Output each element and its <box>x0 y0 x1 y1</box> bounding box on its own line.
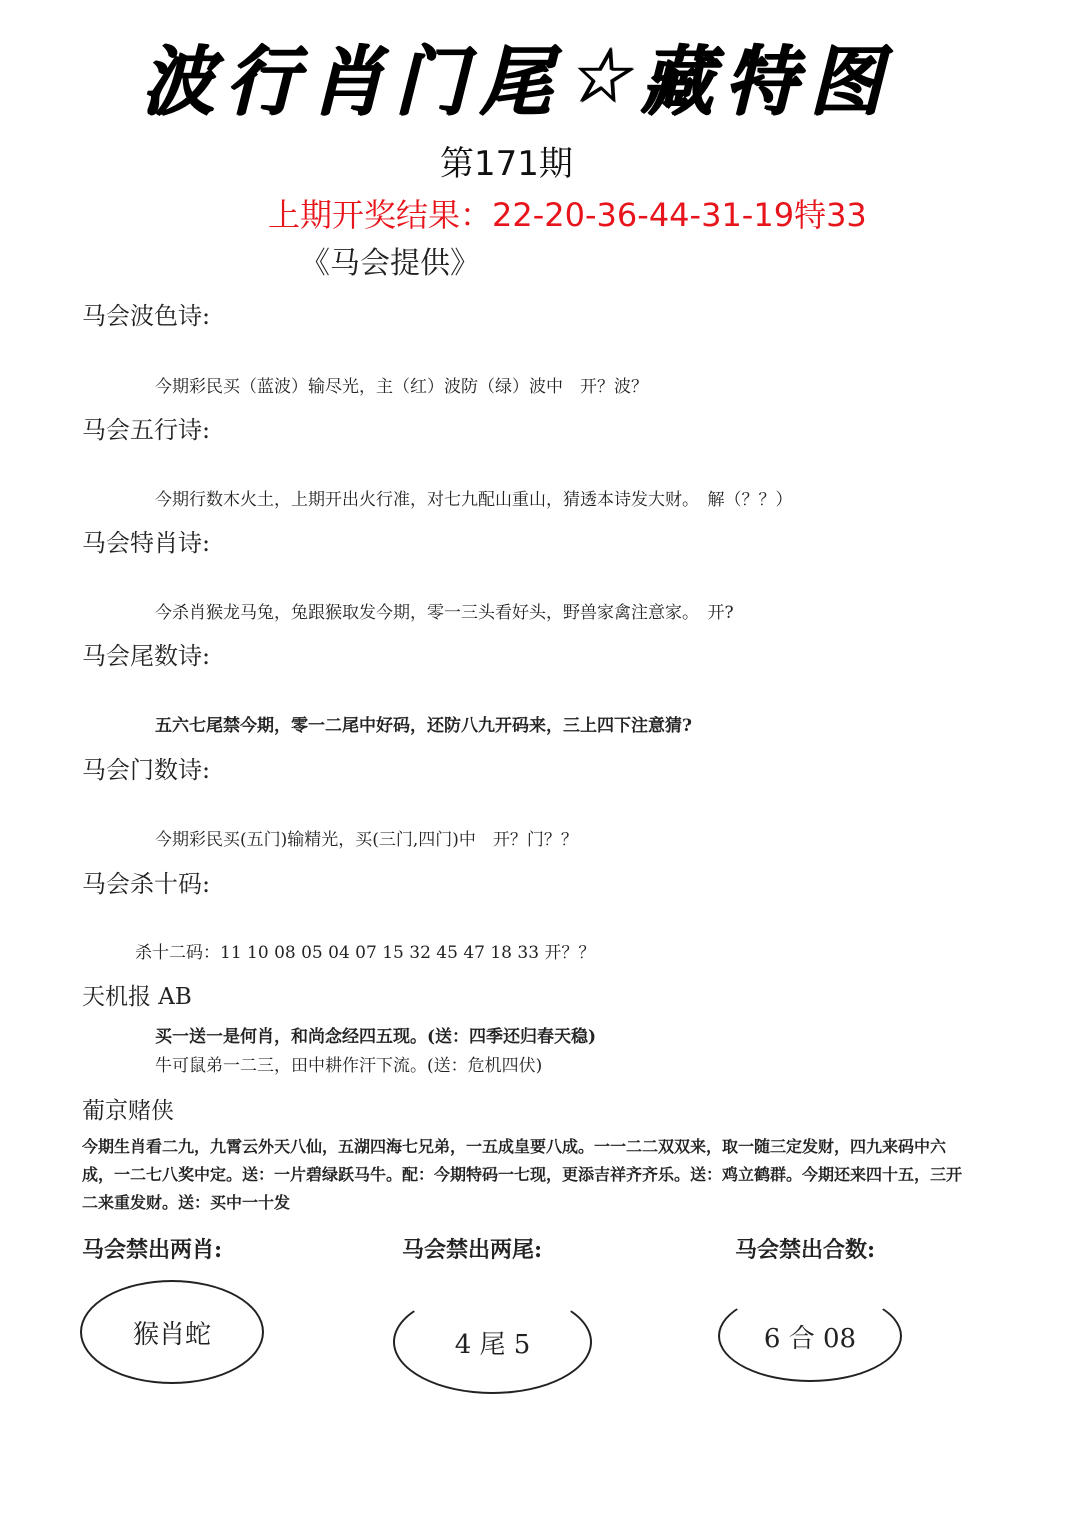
banner-char: 肖 <box>306 37 401 126</box>
banner-char: 尾 <box>475 37 570 126</box>
pujing-text: 今期生肖看二九，九霄云外天八仙，五湖四海七兄弟，一五成皇要八成。一一二二双双来，取一随三定发财，四九来码中六成，一二七八奖中定。送：一片碧绿跃马牛。配：今期特码一七现，更添吉祥齐齐乐。送：鸡立鹤群。今期还来四十五，三开二来重发财。送：买中一十发 <box>82 1137 963 1212</box>
section-text-kill-ten: 杀十二码：11 10 08 05 04 07 15 32 45 47 18 33 开？？ <box>135 943 596 963</box>
last-draw-label: 上期开奖结果： <box>268 196 493 234</box>
last-draw-result <box>268 190 867 236</box>
section-title-kill-ten: 马会杀十码: <box>82 870 211 898</box>
pujing-title: 葡京赌侠 <box>82 1098 174 1124</box>
banner-title <box>137 30 900 126</box>
forbidden-tail-title: 马会禁出两尾: <box>402 1237 543 1263</box>
section-text-tail-number: 五六七尾禁今期，零一二尾中好码，还防八九开码来，三上四下注意猜? <box>155 716 692 736</box>
section-title-door-number: 马会门数诗: <box>82 756 211 784</box>
section-title-special-zodiac: 马会特肖诗: <box>82 529 211 557</box>
forbidden-zodiac-value: 猴肖蛇 <box>132 1319 211 1350</box>
section-text-door-number: 今期彩民买(五门)输精光，买(三门,四门)中 开？门？？ <box>155 830 578 850</box>
banner-char: 图 <box>805 37 900 126</box>
forbidden-sum-oval <box>718 1290 902 1382</box>
banner-char: 特 <box>720 37 815 126</box>
forbidden-zodiac-title: 马会禁出两肖: <box>82 1237 223 1263</box>
section-text-five-elements: 今期行数木火土，上期开出火行准，对七九配山重山，猜透本诗发大财。 解（？？） <box>155 490 793 510</box>
issue-number: 第171期 <box>440 144 573 184</box>
forbidden-zodiac-oval <box>80 1280 264 1384</box>
section-title-tail-number: 马会尾数诗: <box>82 642 211 670</box>
forbidden-sum-value: 6 合 08 <box>763 1323 857 1354</box>
provider-label: 《马会提供》 <box>300 246 480 281</box>
banner-char: 藏 <box>636 37 731 126</box>
section-text-wave-color: 今期彩民买（蓝波）输尽光，主（红）波防（绿）波中 开？波？ <box>155 377 648 397</box>
banner-char: 波 <box>137 37 232 126</box>
section-title-wave-color: 马会波色诗: <box>82 302 211 330</box>
banner-char: 行 <box>221 37 316 126</box>
forbidden-sum-title: 马会禁出合数: <box>735 1237 876 1263</box>
section-title-five-elements: 马会五行诗: <box>82 416 211 444</box>
banner-char: 门 <box>390 37 485 126</box>
last-draw-numbers: 22-20-36-44-31-19特33 <box>492 196 867 234</box>
section-text-special-zodiac: 今杀肖猴龙马兔，兔跟猴取发今期，零一三头看好头，野兽家禽注意家。 开? <box>155 603 734 623</box>
star-icon: ☆ <box>561 30 648 120</box>
tianji-line: 买一送一是何肖，和尚念经四五现。(送：四季还归春天稳) <box>155 1027 597 1047</box>
tianji-line: 牛可鼠弟一二三，田中耕作汗下流。(送：危机四伏) <box>155 1056 543 1076</box>
forbidden-tail-value: 4 尾 5 <box>454 1329 531 1360</box>
tianji-title: 天机报 AB <box>82 984 192 1010</box>
forbidden-tail-oval <box>393 1290 592 1394</box>
